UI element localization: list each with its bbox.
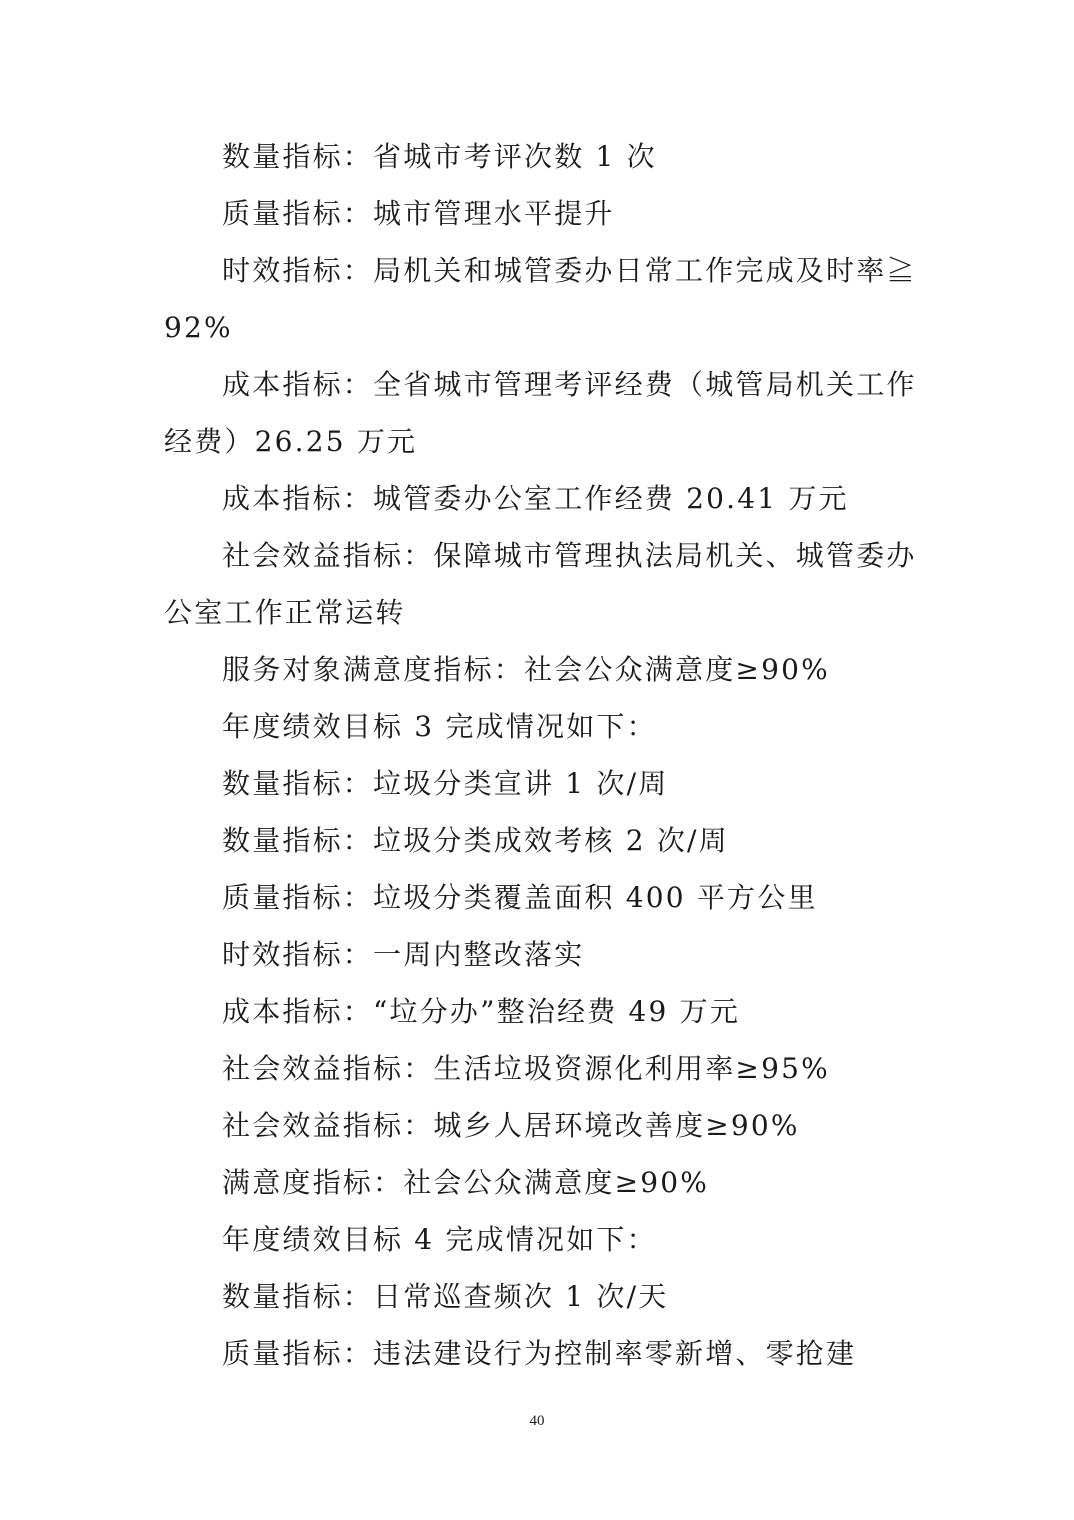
paragraph-timeliness-rate: 时效指标：局机关和城管委办日常工作完成及时率≧92% bbox=[164, 254, 917, 344]
paragraph-quantity-garbage-assessment: 数量指标：垃圾分类成效考核 2 次/周 bbox=[222, 824, 729, 857]
paragraph-quality-garbage-coverage: 质量指标：垃圾分类覆盖面积 400 平方公里 bbox=[222, 881, 818, 914]
paragraph-social-benefit-environment: 社会效益指标：城乡人居环境改善度≥90% bbox=[222, 1109, 800, 1142]
paragraph-cost-office-fund: 成本指标：城管委办公室工作经费 20.41 万元 bbox=[222, 482, 849, 515]
paragraph-cost-garbage-office: 成本指标：“垃分办”整治经费 49 万元 bbox=[222, 995, 741, 1028]
document-body bbox=[164, 128, 924, 1382]
paragraph-satisfaction: 满意度指标：社会公众满意度≥90% bbox=[222, 1166, 710, 1199]
paragraph-service-satisfaction: 服务对象满意度指标：社会公众满意度≥90% bbox=[222, 653, 830, 686]
paragraph-quality-management: 质量指标：城市管理水平提升 bbox=[222, 197, 615, 230]
paragraph-quantity-patrol: 数量指标：日常巡查频次 1 次/天 bbox=[222, 1280, 669, 1313]
page-number: 40 bbox=[529, 1413, 545, 1429]
paragraph-social-benefit-operation: 社会效益指标：保障城市管理执法局机关、城管委办公室工作正常运转 bbox=[164, 539, 917, 629]
paragraph-goal-4-heading: 年度绩效目标 4 完成情况如下： bbox=[222, 1223, 657, 1256]
paragraph-cost-evaluation-fund: 成本指标：全省城市管理考评经费（城管局机关工作经费）26.25 万元 bbox=[164, 368, 917, 458]
paragraph-quality-illegal-construction: 质量指标：违法建设行为控制率零新增、零抢建 bbox=[222, 1337, 857, 1370]
paragraph-goal-3-heading: 年度绩效目标 3 完成情况如下： bbox=[222, 710, 657, 743]
paragraph-timeliness-rectification: 时效指标：一周内整改落实 bbox=[222, 938, 585, 971]
paragraph-social-benefit-recycling: 社会效益指标：生活垃圾资源化利用率≥95% bbox=[222, 1052, 830, 1085]
paragraph-quantity-garbage-lecture: 数量指标：垃圾分类宣讲 1 次/周 bbox=[222, 767, 669, 800]
paragraph-quantity-evaluation: 数量指标：省城市考评次数 1 次 bbox=[222, 140, 657, 173]
